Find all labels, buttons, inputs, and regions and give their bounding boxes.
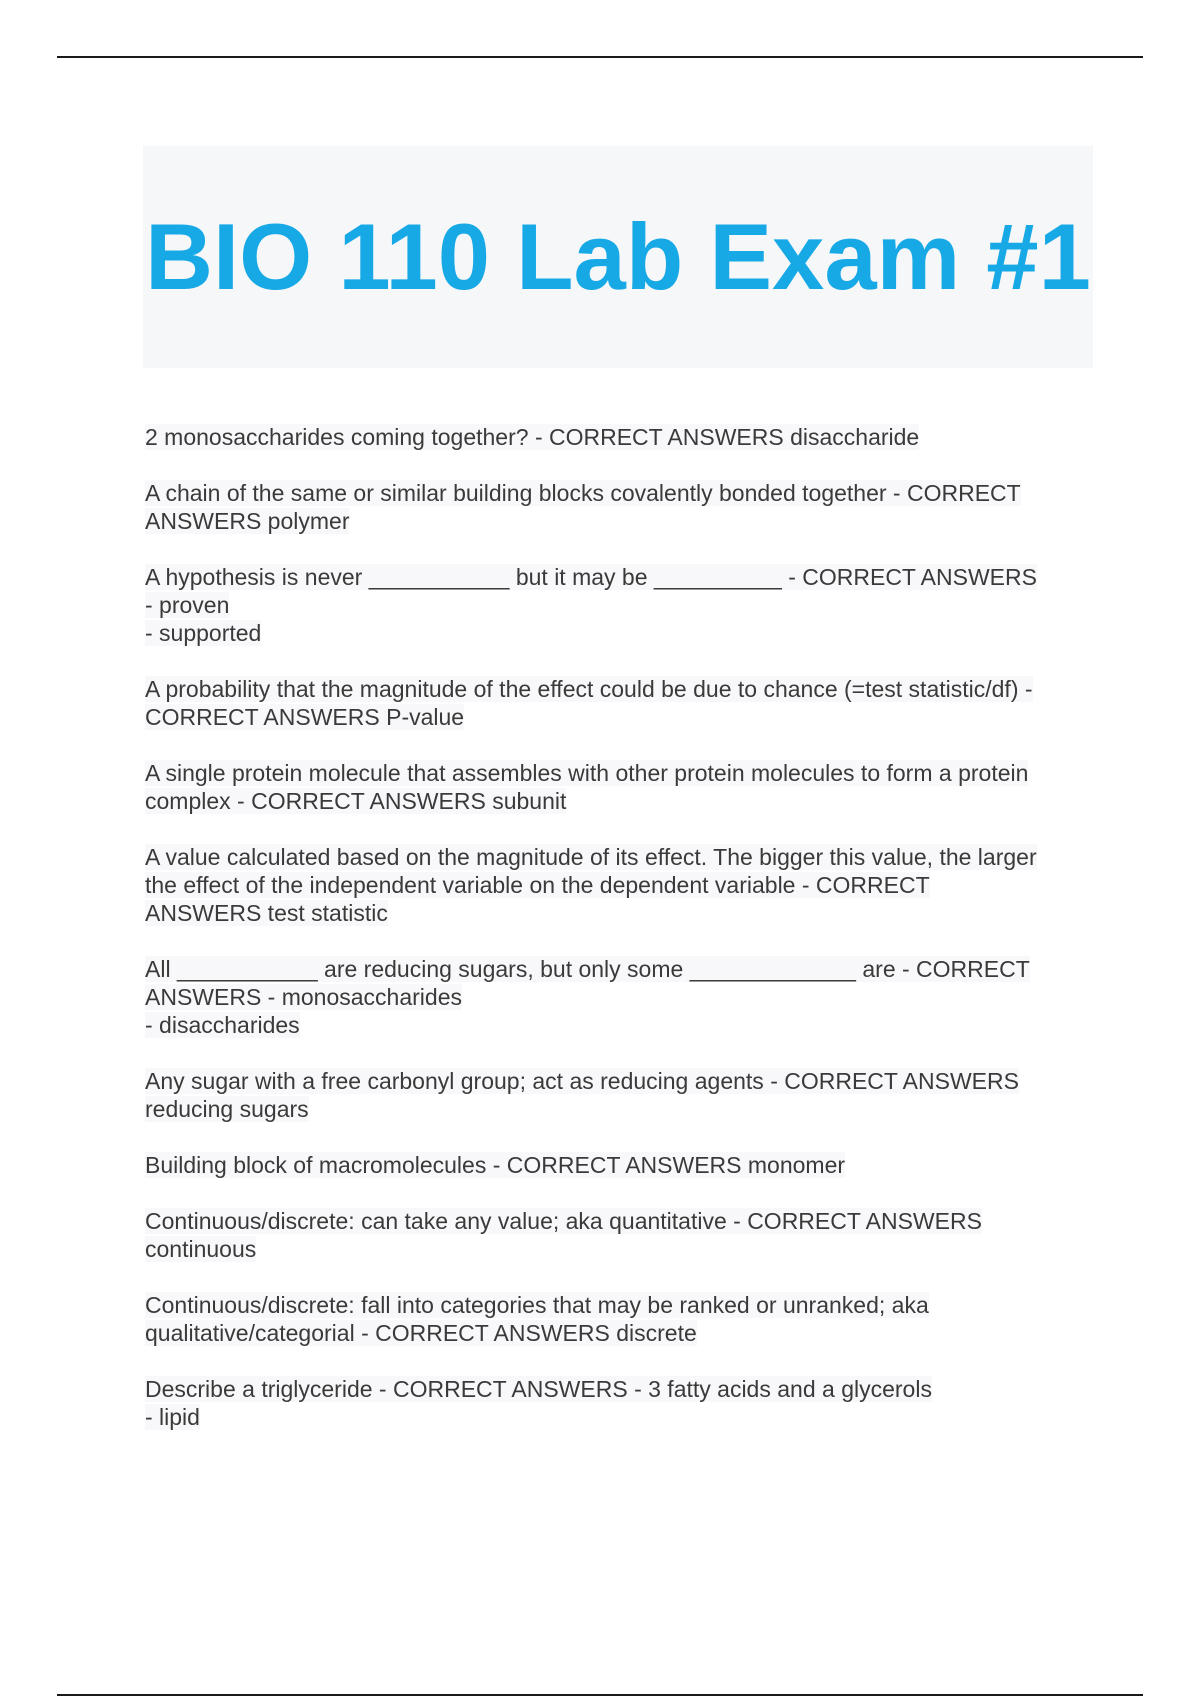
flashcard-item: [145, 1291, 1095, 1347]
flashcard-item: [145, 563, 1095, 647]
document-title: BIO 110 Lab Exam #1: [145, 204, 1091, 309]
flashcard-item: [145, 423, 1095, 451]
flashcard-text: Describe a triglyceride - CORRECT ANSWERS - 3 fatty acids and a glycerols - lipid: [145, 1376, 932, 1430]
flashcard-text: All ___________ are reducing sugars, but only some _____________ are - CORRECT ANSWERS - monosaccharides - disaccharides: [145, 956, 1030, 1038]
flashcard-item: [145, 1067, 1095, 1123]
flashcard-text: Continuous/discrete: can take any value; aka quantitative - CORRECT ANSWERS continuous: [145, 1208, 982, 1262]
flashcard-item: [145, 675, 1095, 731]
flashcard-item: [145, 479, 1095, 535]
flashcard-text: Continuous/discrete: fall into categories that may be ranked or unranked; aka qualitative/categorial - CORRECT ANSWERS discrete: [145, 1292, 929, 1346]
flashcard-item: [145, 759, 1095, 815]
flashcard-text: 2 monosaccharides coming together? - CORRECT ANSWERS disaccharide: [145, 424, 920, 450]
flashcard-item: [145, 1375, 1095, 1431]
flashcard-text: A chain of the same or similar building blocks covalently bonded together - CORRECT ANSWERS polymer: [145, 480, 1021, 534]
flashcard-list: [145, 423, 1095, 1459]
flashcard-text: Building block of macromolecules - CORRECT ANSWERS monomer: [145, 1152, 846, 1178]
flashcard-text: Any sugar with a free carbonyl group; act as reducing agents - CORRECT ANSWERS reducing sugars: [145, 1068, 1019, 1122]
flashcard-text: A probability that the magnitude of the effect could be due to chance (=test statistic/df) - CORRECT ANSWERS P-value: [145, 676, 1033, 730]
flashcard-text: A hypothesis is never ___________ but it may be __________ - CORRECT ANSWERS - proven - supported: [145, 564, 1037, 646]
flashcard-item: [145, 955, 1095, 1039]
flashcard-item: [145, 843, 1095, 927]
flashcard-text: A value calculated based on the magnitude of its effect. The bigger this value, the larger the effect of the independent variable on the dependent variable - CORRECT ANSWERS test statistic: [145, 844, 1037, 926]
flashcard-text: A single protein molecule that assembles with other protein molecules to form a protein complex - CORRECT ANSWERS subunit: [145, 760, 1029, 814]
bottom-rule: [57, 1694, 1143, 1696]
flashcard-item: [145, 1151, 1095, 1179]
title-banner: [143, 146, 1093, 368]
flashcard-item: [145, 1207, 1095, 1263]
top-rule: [57, 56, 1143, 58]
